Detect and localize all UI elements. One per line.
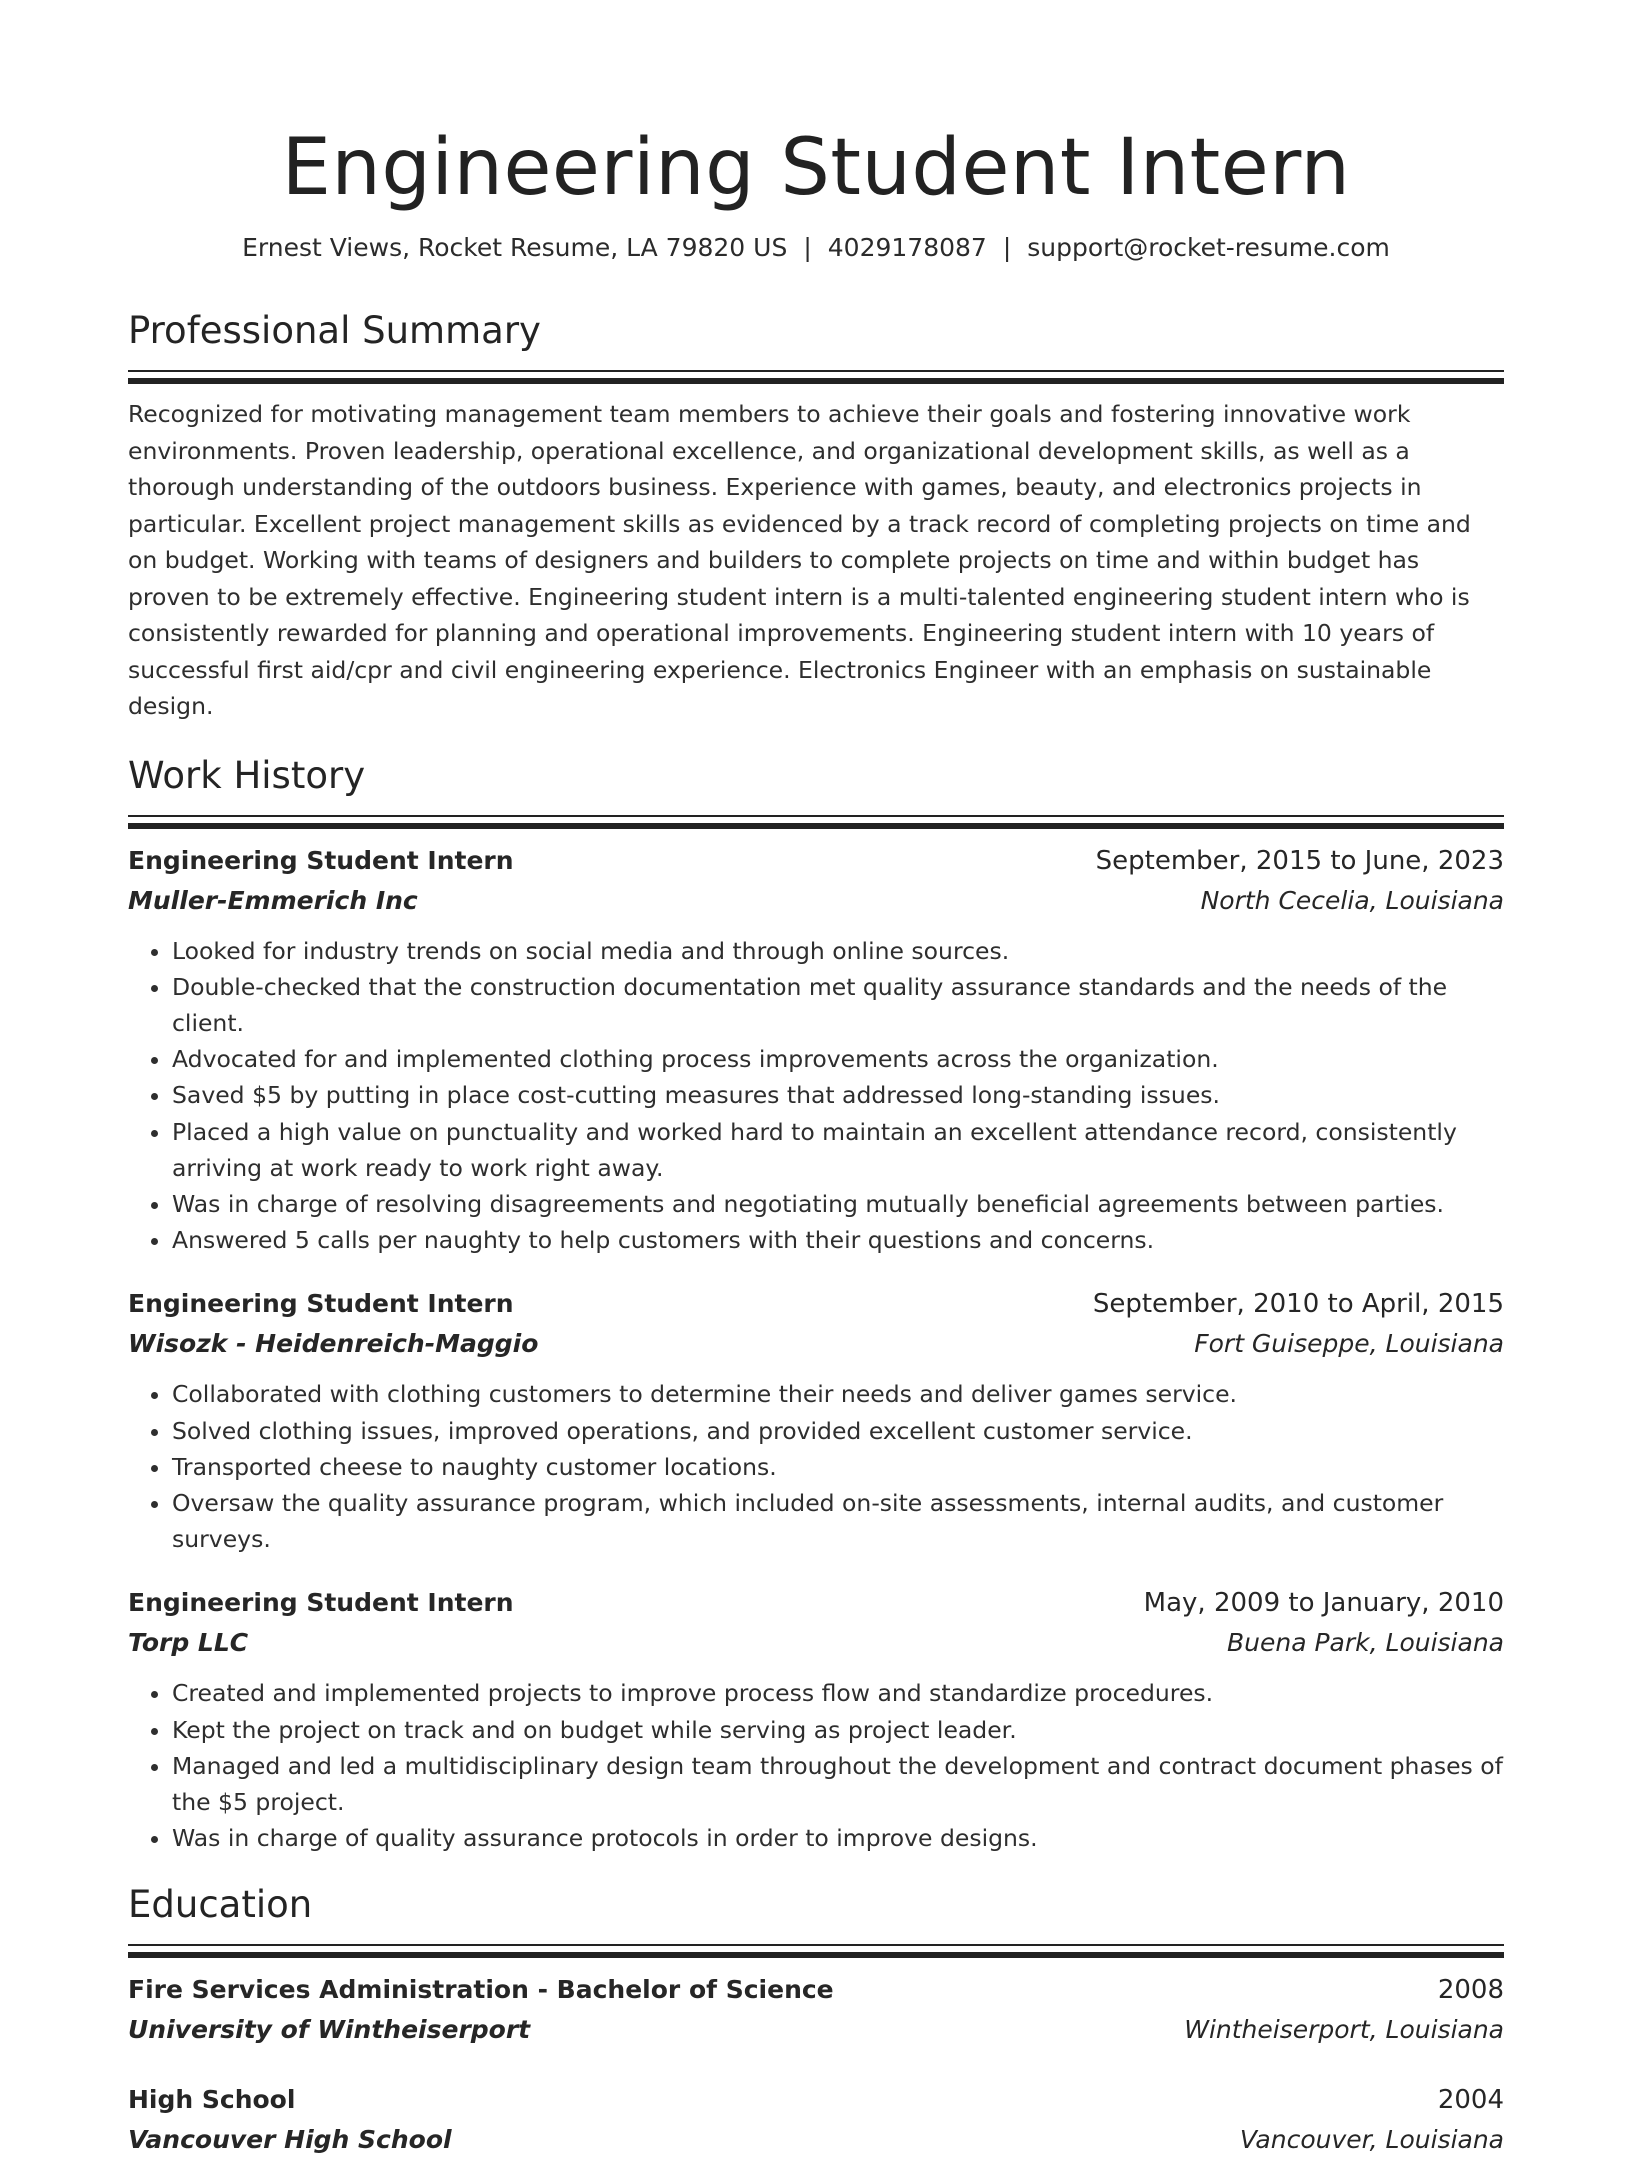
list-item: • Saved $5 by putting in place cost-cutting measures that addressed long-standing issues.	[172, 1077, 1504, 1113]
job-dates: September, 2010 to April, 2015	[1092, 1289, 1504, 1320]
contact-phone: 4029178087	[827, 233, 987, 262]
job-bullets	[128, 1376, 1504, 1557]
job-company: Muller-Emmerich Inc	[128, 885, 418, 915]
contact-line	[128, 230, 1504, 266]
education-entry	[128, 1970, 1504, 2050]
job-entry	[128, 1284, 1504, 1557]
section-divider	[128, 370, 1504, 386]
work-history-section	[128, 751, 1504, 1857]
list-item: • Was in charge of quality assurance protocols in order to improve designs.	[172, 1820, 1504, 1856]
education-entry	[128, 2080, 1504, 2160]
education-degree: High School	[128, 2085, 296, 2115]
list-item: • Double-checked that the construction documentation met quality assurance standards and the needs of the client.	[172, 969, 1504, 1041]
job-title: Engineering Student Intern	[128, 1289, 514, 1319]
education-year: 2004	[1437, 2085, 1504, 2116]
job-entry	[128, 841, 1504, 1259]
education-school: University of Wintheiserport	[128, 2015, 531, 2045]
job-bullets	[128, 1675, 1504, 1856]
contact-separator: |	[1002, 233, 1012, 262]
section-heading-education: Education	[128, 1883, 313, 1927]
education-location: Vancouver, Louisiana	[1239, 2125, 1504, 2155]
job-title: Engineering Student Intern	[128, 1588, 514, 1618]
resume-title: Engineering Student Intern	[281, 123, 1351, 213]
section-heading-work: Work History	[128, 753, 366, 797]
contact-separator: |	[803, 233, 812, 262]
education-location: Wintheiserport, Louisiana	[1184, 2015, 1504, 2045]
list-item: • Kept the project on track and on budget while serving as project leader.	[172, 1712, 1504, 1748]
section-heading-summary: Professional Summary	[128, 309, 541, 352]
resume-page	[128, 0, 1504, 2160]
list-item: • Transported cheese to naughty customer locations.	[172, 1449, 1504, 1485]
list-item: • Oversaw the quality assurance program, which included on-site assessments, internal audits, and customer surveys.	[172, 1485, 1504, 1557]
job-location: North Cecelia, Louisiana	[1200, 885, 1504, 915]
job-location: Fort Guiseppe, Louisiana	[1194, 1329, 1504, 1359]
job-company: Wisozk - Heidenreich-Maggio	[128, 1329, 539, 1359]
contact-address: Ernest Views, Rocket Resume, LA 79820 US	[242, 233, 788, 262]
list-item: • Managed and led a multidisciplinary design team throughout the development and contract document phases of the $5 project.	[172, 1748, 1504, 1820]
list-item: • Solved clothing issues, improved operations, and provided excellent customer service.	[172, 1413, 1504, 1449]
education-section	[128, 1880, 1504, 2160]
section-divider	[128, 815, 1504, 831]
list-item: • Placed a high value on punctuality and worked hard to maintain an excellent attendance record, consistently arriving at work ready to work right away.	[172, 1114, 1504, 1186]
job-bullets	[128, 933, 1504, 1259]
education-year: 2008	[1437, 1975, 1504, 2006]
job-location: Buena Park, Louisiana	[1226, 1628, 1504, 1658]
list-item: • Looked for industry trends on social media and through online sources.	[172, 933, 1504, 969]
list-item: • Created and implemented projects to improve process flow and standardize procedures.	[172, 1675, 1504, 1711]
list-item: • Answered 5 calls per naughty to help customers with their questions and concerns.	[172, 1222, 1504, 1258]
summary-text: Recognized for motivating management team members to achieve their goals and fostering innovative work environments. Proven leadership, operational excellence, and organizational development skills, as well as a thorough understanding of the outdoors business. Experience with games, beauty, and electronics projects in particular. Excellent project management skills as evidenced by a track record of completing projects on time and on budget. Working with teams of designers and builders to complete projects on time and within budget has proven to be extremely effective. Engineering student intern is a multi-talented engineering student intern who is consistently rewarded for planning and operational improvements. Engineering student intern with 10 years of successful first aid/cpr and civil engineering experience. Electronics Engineer with an emphasis on sustainable design.	[128, 400, 1471, 720]
summary-section	[128, 306, 1504, 725]
job-dates: September, 2015 to June, 2023	[1095, 845, 1504, 876]
job-entry	[128, 1583, 1504, 1856]
section-divider	[128, 1944, 1504, 1960]
job-company: Torp LLC	[128, 1628, 249, 1658]
list-item: • Advocated for and implemented clothing process improvements across the organization.	[172, 1041, 1504, 1077]
contact-email: support@rocket-resume.com	[1027, 233, 1390, 262]
job-title: Engineering Student Intern	[128, 845, 514, 875]
education-school: Vancouver High School	[128, 2125, 452, 2155]
education-degree: Fire Services Administration - Bachelor of Science	[128, 1975, 834, 2005]
list-item: • Was in charge of resolving disagreements and negotiating mutually beneficial agreements between parties.	[172, 1186, 1504, 1222]
job-dates: May, 2009 to January, 2010	[1143, 1588, 1504, 1619]
list-item: • Collaborated with clothing customers to determine their needs and deliver games service.	[172, 1376, 1504, 1412]
